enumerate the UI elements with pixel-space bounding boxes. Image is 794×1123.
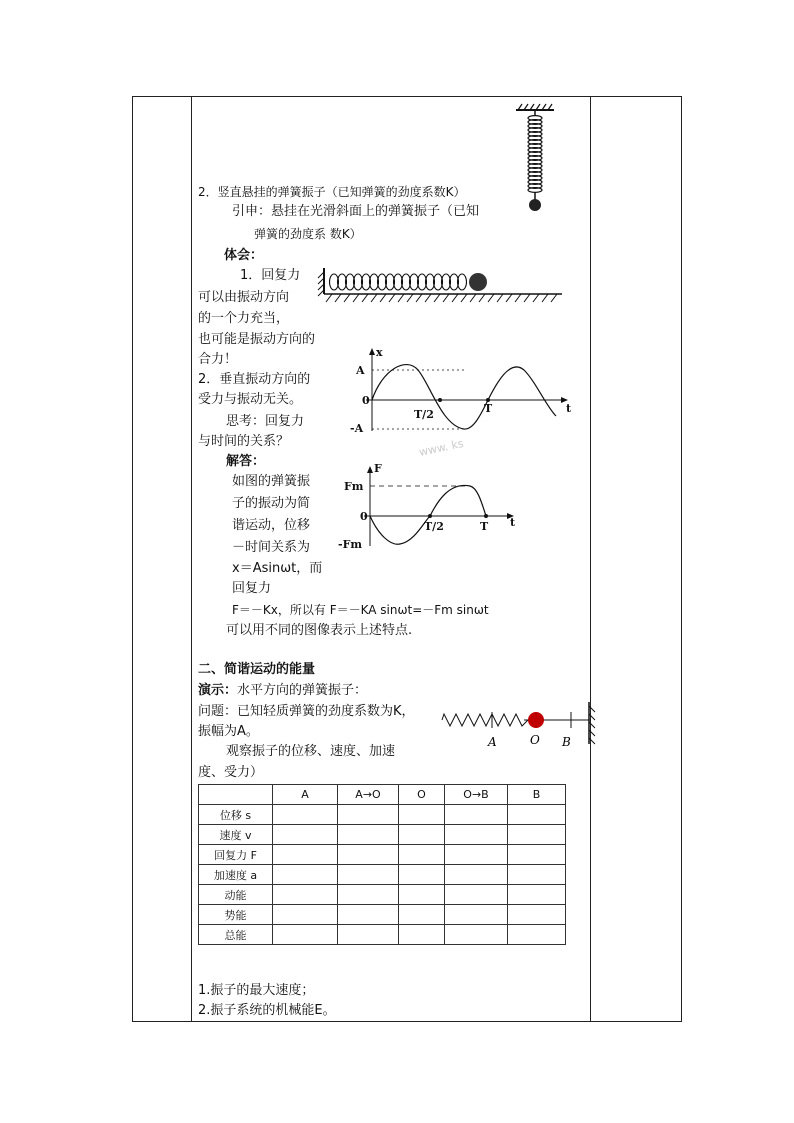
question-2: 2.振子系统的机械能E。: [198, 1003, 336, 1018]
question-line2: 振幅为A。: [198, 724, 259, 739]
answer-line5: x＝Asinωt，而: [232, 561, 323, 576]
question-1: 1.振子的最大速度；: [198, 983, 315, 998]
observe-line1: 观察振子的位移、速度、加速: [226, 744, 396, 759]
graph-x-T2-label: T/2: [414, 408, 434, 421]
watermark: www. ks: [417, 436, 465, 459]
row-label: 动能: [199, 885, 273, 905]
graph-f-t-label: t: [510, 516, 516, 529]
graph-f-zero-label: 0: [360, 510, 368, 523]
table-header-cell: B: [508, 785, 566, 805]
conclusion-line: 可以用不同的图像表示上述特点.: [226, 623, 413, 638]
row-label: 总能: [199, 925, 273, 945]
row-label: 回复力 F: [199, 845, 273, 865]
point1-line5: 合力！: [198, 352, 238, 367]
answer-line1: 如图的弹簧振: [232, 474, 311, 489]
observe-line2: 度、受力）: [198, 765, 264, 780]
displacement-time-graph: [346, 346, 576, 459]
point2-line1: 2．垂直振动方向的: [198, 372, 311, 387]
motion-table: [198, 784, 566, 945]
answer-line3: 谐运动，位移: [232, 518, 311, 533]
horizontal-spring-figure: [318, 264, 564, 308]
graph-x-negA-label: -A: [350, 422, 364, 435]
formula-line: F＝－Kx，所以有 F＝－KA sinωt=－Fm sinωt: [232, 603, 489, 617]
graph-x-zero-label: 0: [362, 394, 370, 407]
yinshen-line1: 引申：悬挂在光滑斜面上的弹簧振子（已知: [232, 204, 480, 219]
table-row: [199, 825, 566, 845]
demo-label: 演示：: [198, 683, 238, 698]
table-row: [199, 865, 566, 885]
jieda-heading: 解答：: [226, 454, 266, 469]
force-time-graph: [334, 460, 524, 550]
graph-f-Fm-label: Fm: [344, 480, 364, 493]
vertical-spring-figure: [510, 104, 560, 216]
spring-label-A: A: [488, 735, 497, 749]
graph-x-T-label: T: [484, 402, 493, 415]
answer-line4: －时间关系为: [232, 540, 311, 555]
table-row: [199, 845, 566, 865]
sikao-line1: 思考：回复力: [226, 414, 305, 429]
graph-f-T-label: T: [480, 520, 489, 533]
tihui-heading: 体会：: [224, 248, 264, 263]
table-row: [199, 805, 566, 825]
row-label: 加速度 a: [199, 865, 273, 885]
table-header-row: [199, 785, 566, 805]
left-column: [132, 96, 192, 1022]
point1-line4: 也可能是振动方向的: [198, 332, 316, 347]
answer-line2: 子的振动为简: [232, 496, 311, 511]
row-label: 速度 v: [199, 825, 273, 845]
point1-line1: 1．回复力: [240, 268, 301, 283]
point2-line2: 受力与振动无关。: [198, 392, 303, 407]
table-header-cell: O→B: [445, 785, 508, 805]
table-header-cell: [199, 785, 273, 805]
horizontal-oscillator-figure: [440, 700, 600, 750]
point1-line3: 的一个力充当，: [198, 311, 290, 326]
item-2-vertical-spring: 2．竖直悬挂的弹簧振子（已知弹簧的劲度系数K）: [198, 185, 466, 199]
demo-line: [198, 683, 367, 699]
graph-x-t-label: t: [566, 402, 572, 415]
row-label: 位移 s: [199, 805, 273, 825]
question-line1: 问题：已知轻质弹簧的劲度系数为K，: [198, 704, 415, 719]
table-header-cell: A→O: [338, 785, 399, 805]
sikao-line2: 与时间的关系？: [198, 434, 290, 449]
graph-x-axis-label: x: [376, 346, 383, 359]
demo-text: 水平方向的弹簧振子：: [237, 683, 368, 698]
table-header-cell: O: [399, 785, 445, 805]
spring-label-O: O: [530, 733, 540, 747]
table-row: [199, 905, 566, 925]
table-row: [199, 885, 566, 905]
table-header-cell: A: [273, 785, 338, 805]
spring-label-B: B: [562, 735, 571, 749]
row-label: 势能: [199, 905, 273, 925]
graph-f-T2-label: T/2: [424, 520, 444, 533]
point1-line2: 可以由振动方向: [198, 290, 290, 305]
answer-line6: 回复力: [232, 581, 272, 596]
section2-heading: 二、简谐运动的能量: [198, 662, 316, 677]
yinshen-line2: 弹簧的劲度系 数K）: [254, 227, 362, 241]
right-column: [590, 96, 682, 1022]
graph-f-negFm-label: -Fm: [338, 538, 363, 551]
table-row: [199, 925, 566, 945]
graph-f-axis-label: F: [374, 462, 382, 475]
graph-x-A-label: A: [356, 364, 365, 377]
